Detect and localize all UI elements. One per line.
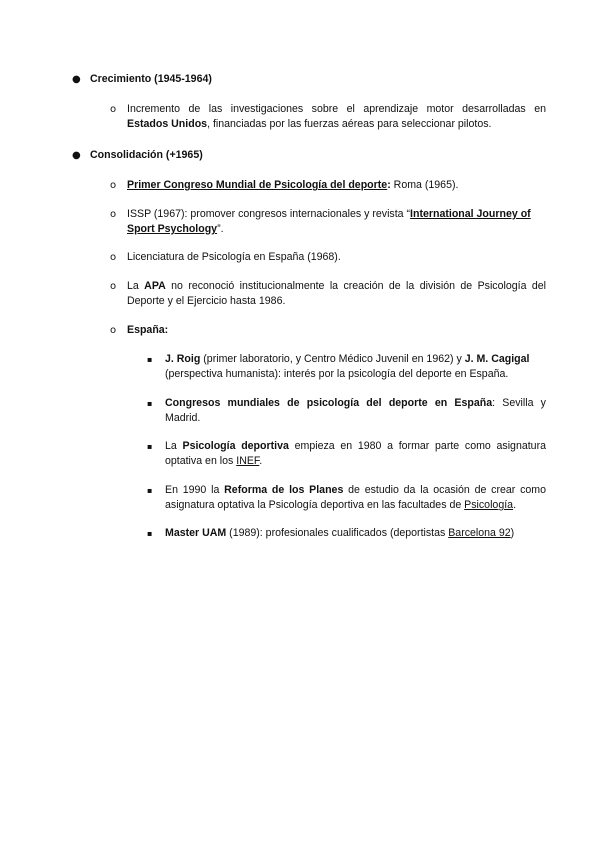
- bold-text: Reforma de los Planes: [224, 484, 344, 496]
- list-item-text: Deporte y el Ejercicio hasta 1986.: [127, 295, 286, 307]
- link-text[interactable]: Primer Congreso Mundial de Psicología del deporte: [127, 179, 388, 191]
- list-item-text: asignatura optativa la Psicología deportiva en las facultades de: [165, 499, 465, 511]
- square-bullet-icon: ▪: [147, 529, 153, 538]
- list-item-text: La: [165, 440, 183, 452]
- list-item-text: Roma (1965).: [390, 179, 459, 191]
- list-item: [127, 207, 546, 237]
- bold-text: J. M. Cagigal: [464, 353, 530, 365]
- list-item-text: de estudio da la ocasión de crear como: [343, 484, 546, 496]
- link-text[interactable]: Psicología: [464, 499, 514, 511]
- list-item: [165, 526, 546, 541]
- link-text[interactable]: International Journey of: [410, 208, 531, 220]
- bullet-icon: ●: [72, 150, 81, 161]
- list-item-text: (1989): profesionales cualificados (deportistas: [226, 527, 449, 539]
- list-item: [127, 279, 546, 309]
- list-item-text: ISSP (1967): promover congresos internacionales y revista “: [127, 208, 411, 220]
- list-item: [165, 396, 546, 426]
- bullet-icon: ●: [72, 74, 81, 85]
- list-item-text: empieza en 1980 a formar parte como asignatura: [288, 440, 546, 452]
- list-item-espana: España:: [127, 324, 169, 336]
- square-bullet-icon: ▪: [147, 355, 153, 364]
- list-item: [127, 178, 546, 193]
- circle-bullet-icon: o: [110, 252, 117, 263]
- circle-bullet-icon: o: [110, 281, 117, 292]
- square-bullet-icon: ▪: [147, 442, 153, 451]
- list-item-line: [165, 483, 546, 498]
- list-item-text: optativa en los: [165, 455, 237, 467]
- link-text[interactable]: INEF: [236, 455, 260, 467]
- list-item: [127, 250, 546, 265]
- list-item-text: ): [510, 527, 515, 539]
- bold-text: Estados Unidos: [127, 118, 208, 130]
- list-item-text: (primer laboratorio, y Centro Médico Juvenil en 1962) y: [200, 353, 465, 365]
- bold-text: J. Roig: [165, 353, 201, 365]
- list-item-text: Madrid.: [165, 412, 201, 424]
- list-item-text: (perspectiva humanista): interés por la psicología del deporte en España.: [165, 368, 509, 380]
- circle-bullet-icon: o: [110, 209, 117, 220]
- link-text[interactable]: Sport Psychology: [127, 223, 218, 235]
- list-item-text: La: [127, 280, 145, 292]
- link-text[interactable]: Barcelona 92: [448, 527, 511, 539]
- list-item-line: [165, 396, 546, 411]
- bold-text: Master UAM: [165, 527, 227, 539]
- list-item-text: Licenciatura de Psicología en España (1968).: [127, 251, 341, 263]
- bold-text: APA: [144, 280, 166, 292]
- list-item-line: [127, 279, 546, 294]
- bold-text: Congresos mundiales de psicología del deporte en España: [165, 397, 493, 409]
- section-title-consolidacion: Consolidación (+1965): [90, 149, 203, 161]
- bold-text: Psicología deportiva: [182, 440, 289, 452]
- circle-bullet-icon: o: [110, 325, 117, 336]
- list-item-line: [165, 439, 546, 454]
- square-bullet-icon: ▪: [147, 486, 153, 495]
- list-item-text: .: [259, 455, 263, 467]
- list-item: [127, 102, 546, 132]
- bold-text: :: [387, 179, 391, 191]
- section-title-crecimiento: Crecimiento (1945-1964): [90, 73, 212, 85]
- list-item-text: no reconoció institucionalmente la creación de la división de Psicología del: [165, 280, 546, 292]
- circle-bullet-icon: o: [110, 104, 117, 115]
- square-bullet-icon: ▪: [147, 399, 153, 408]
- list-item-text: En 1990 la: [165, 484, 225, 496]
- list-item: [165, 439, 546, 469]
- circle-bullet-icon: o: [110, 180, 117, 191]
- list-item-text: : Sevilla y: [492, 397, 546, 409]
- list-item: [165, 483, 546, 513]
- list-item: [165, 352, 546, 382]
- list-item-line: Incremento de las investigaciones sobre el aprendizaje motor desarrolladas en: [127, 103, 546, 115]
- list-item-text: ”.: [217, 223, 224, 235]
- list-item-text: .: [513, 499, 517, 511]
- list-item-text: , financiadas por las fuerzas aéreas para seleccionar pilotos.: [207, 118, 492, 130]
